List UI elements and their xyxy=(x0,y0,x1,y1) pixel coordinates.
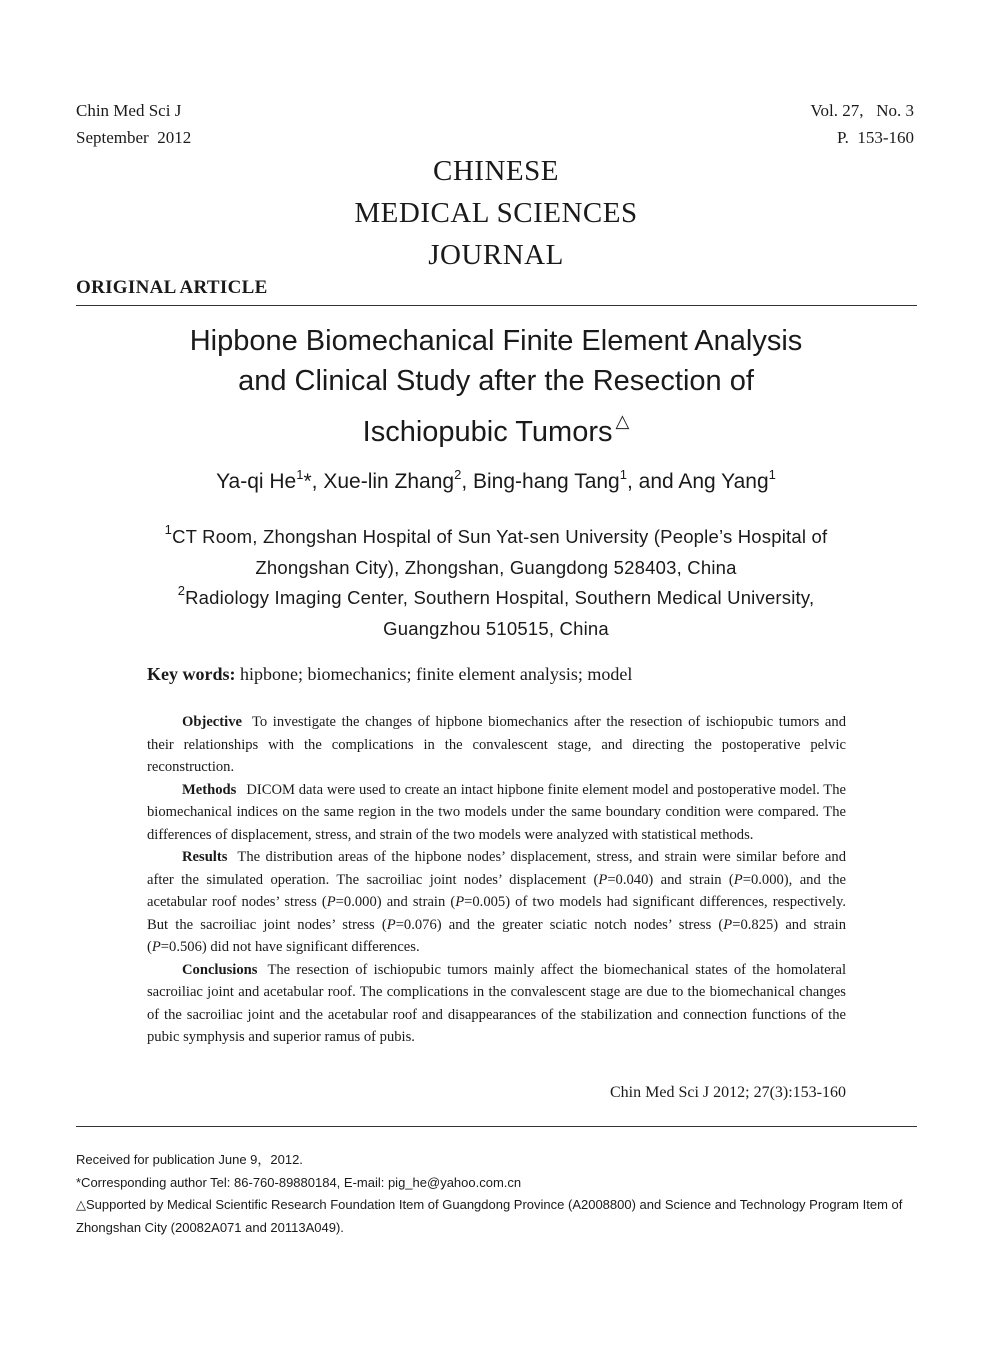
p-symbol: P xyxy=(598,871,608,888)
abstract-heading: Conclusions xyxy=(182,961,258,978)
running-header-left xyxy=(76,97,191,151)
affiliation-sup: 1 xyxy=(164,522,173,537)
author-name: Ya-qi He xyxy=(216,470,297,493)
corresponding-note: *Corresponding author Tel: 86-760-89880184, E-mail: pig_he@yahoo.com.cn xyxy=(76,1174,522,1190)
citation: Chin Med Sci J 2012; 27(3):153-160 xyxy=(610,1084,846,1101)
abstract-heading: Results xyxy=(182,849,228,865)
page-range: P. 153-160 xyxy=(837,128,914,147)
article-title xyxy=(150,321,842,452)
journal-abbrev: Chin Med Sci J xyxy=(76,101,182,120)
abstract-text: To investigate the changes of hipbone biomechanics after the resection of ischiopubic tumors and their relationships with the complications in the convalescent stage, and directing the postoperative pelvic reconstruction. xyxy=(147,714,846,775)
volume-issue: Vol. 27, No. 3 xyxy=(810,101,914,120)
p-symbol: P xyxy=(455,894,465,910)
author-name: Xue-lin Zhang xyxy=(323,470,455,493)
received-note: Received for publication June 9，2012. xyxy=(76,1152,303,1167)
abstract-results xyxy=(147,846,846,959)
journal-title-line: MEDICAL SCIENCES xyxy=(354,197,638,229)
keywords-text: hipbone; biomechanics; finite element analysis; model xyxy=(240,664,633,684)
journal-title-line: JOURNAL xyxy=(428,239,564,271)
keywords-label: Key words: xyxy=(147,664,236,684)
author-separator: , and xyxy=(626,470,679,493)
abstract-text: =0.825) and strain ( xyxy=(147,916,846,955)
abstract-text: =0.040) and strain ( xyxy=(607,871,734,888)
funding-marker: △ xyxy=(615,411,630,431)
title-line-last xyxy=(150,401,842,452)
author-separator: , xyxy=(311,470,324,493)
title-line: Hipbone Biomechanical Finite Element Analysis xyxy=(189,325,803,357)
abstract-text: The distribution areas of the hipbone nodes’ displacement, stress, and strain were similar before and after the simulated operation. The sacroiliac joint nodes’ displacement ( xyxy=(147,849,846,888)
corresponding-mark: * xyxy=(303,470,312,493)
article-type: ORIGINAL ARTICLE xyxy=(76,277,268,298)
support-note: △Supported by Medical Scientific Research Foundation Item of Guangdong Province (A2008800) and Science and Technology Program Item of Zhongshan City (20082A071 and 20113A049). xyxy=(76,1197,903,1235)
p-symbol: P xyxy=(386,916,396,933)
running-header-right xyxy=(810,97,914,151)
author-list xyxy=(0,467,992,497)
affiliation-line xyxy=(130,583,862,614)
footnotes xyxy=(76,1149,918,1239)
abstract-text: =0.000), and the acetabular roof nodes’ stress ( xyxy=(147,871,846,910)
author-separator: , xyxy=(461,470,473,493)
p-symbol: P xyxy=(733,871,743,888)
author-name: Ang Yang xyxy=(678,470,769,493)
abstract-text: =0.506) did not have significant differences. xyxy=(160,939,420,955)
keywords xyxy=(147,664,632,685)
title-line: and Clinical Study after the Resection of xyxy=(238,365,754,397)
abstract-conclusions xyxy=(147,959,846,1049)
affiliation-text: CT Room, Zhongshan Hospital of Sun Yat-sen University (People’s Hospital of xyxy=(172,526,828,547)
p-symbol: P xyxy=(326,894,336,910)
abstract-text: =0.076) and the greater sciatic notch nodes’ stress ( xyxy=(395,916,724,933)
author-name: Bing-hang Tang xyxy=(473,470,620,493)
affiliation-line: Guangzhou 510515, China xyxy=(383,617,609,639)
abstract-text: =0.000) and strain ( xyxy=(335,894,456,910)
author-affil-sup: 1 xyxy=(296,467,304,482)
journal-title-line: CHINESE xyxy=(433,155,559,187)
affiliations xyxy=(130,522,862,644)
p-symbol: P xyxy=(151,939,161,955)
affiliation-line: Zhongshan City), Zhongshan, Guangdong 528403, China xyxy=(255,556,737,578)
affiliation-sup: 2 xyxy=(177,583,186,598)
title-line: Ischiopubic Tumors xyxy=(362,416,613,448)
abstract-methods xyxy=(147,779,846,847)
affiliation-text: Radiology Imaging Center, Southern Hospital, Southern Medical University, xyxy=(185,587,815,608)
author-affil-sup: 1 xyxy=(619,467,627,482)
abstract-objective xyxy=(147,711,846,779)
affiliation-line xyxy=(130,522,862,553)
abstract-heading: Objective xyxy=(182,714,242,730)
author-affil-sup: 2 xyxy=(454,467,462,482)
p-symbol: P xyxy=(723,916,733,933)
footnote-divider xyxy=(76,1126,917,1127)
abstract-text: The resection of ischiopubic tumors mainly affect the biomechanical states of the homolateral sacroiliac joint and acetabular roof. The complications in the convalescent stage are due to the biomechanical changes of the sacroiliac joint and the acetabular roof and disappearances of the stabilization and connection functions of the pubic symphysis and superior ramus of pubis. xyxy=(147,961,846,1045)
abstract-text: DICOM data were used to create an intact hipbone finite element model and postoperative model. The biomechanical indices on the same region in the two models under the same boundary condition were compared. The differences of displacement, stress, and strain of the two models were analyzed with statistical methods. xyxy=(147,781,846,843)
abstract-text: =0.005) of two models had significant differences, respectively. But the sacroiliac joint nodes’ stress ( xyxy=(147,894,846,933)
journal-title xyxy=(0,150,992,276)
top-divider xyxy=(76,305,917,306)
abstract-heading: Methods xyxy=(182,781,237,798)
abstract xyxy=(147,711,846,1049)
author-affil-sup: 1 xyxy=(768,467,776,482)
issue-date: September 2012 xyxy=(76,128,192,147)
